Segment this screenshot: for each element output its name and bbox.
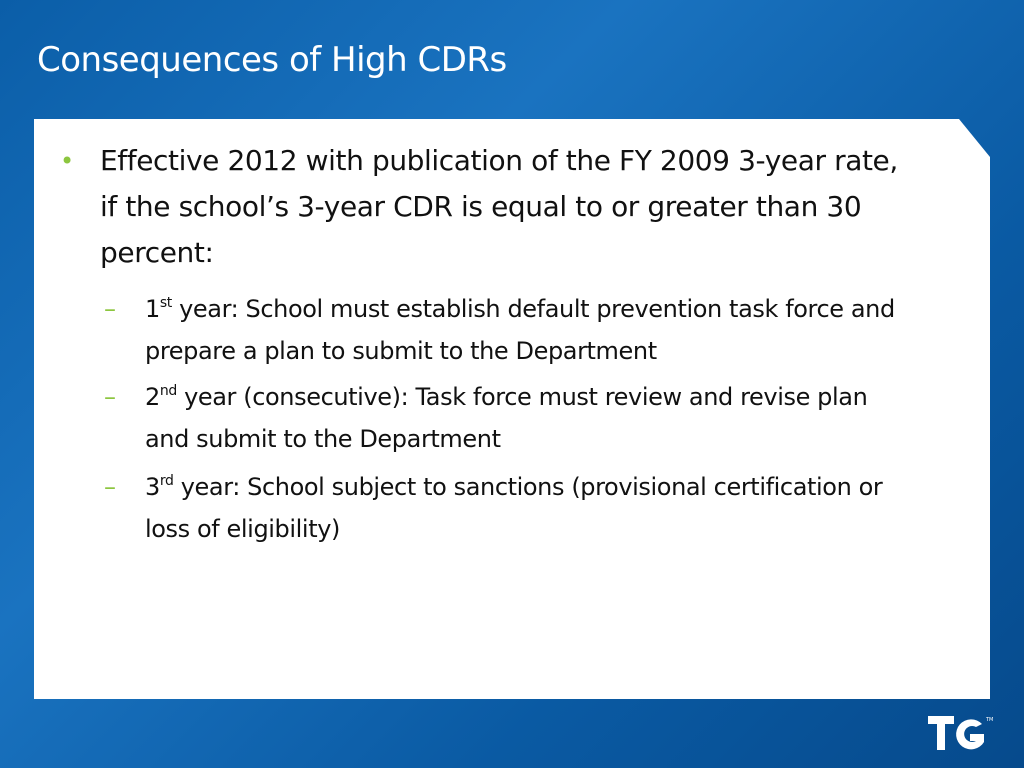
main-bullet (60, 138, 960, 276)
main-bullet-text: Effective 2012 with publication of the FY 2009 3-year rate, if the school’s 3-year CDR is equal to or greater than 30 percent: (100, 144, 898, 269)
sub-bullet-body: year: School must establish default prevention task force and prepare a plan to submit to the Department (145, 295, 895, 365)
sub-bullet-text (145, 376, 915, 460)
year-number: 3 (145, 473, 160, 501)
dash-marker: – (104, 295, 116, 323)
year-number: 1 (145, 295, 160, 323)
ordinal-suffix: rd (159, 473, 174, 489)
ordinal-suffix: nd (159, 383, 177, 399)
sub-bullet-third-year (104, 466, 934, 550)
slide-title: Consequences of High CDRs (37, 40, 507, 80)
sub-bullet-text (145, 466, 915, 550)
sub-bullet-body: year: School subject to sanctions (provisional certification or loss of eligibility) (145, 473, 883, 543)
ordinal-suffix: st (159, 295, 172, 311)
year-number: 2 (145, 383, 160, 411)
sub-bullet-second-year (104, 376, 934, 460)
dash-marker: – (104, 383, 116, 411)
sub-bullet-first-year (104, 288, 934, 372)
sub-bullet-text (145, 288, 915, 372)
bullet-marker: • (60, 147, 74, 175)
dash-marker: – (104, 473, 116, 501)
sub-bullet-body: year (consecutive): Task force must review and revise plan and submit to the Department (145, 383, 868, 453)
trademark-symbol: TM (986, 717, 994, 723)
tg-logo (926, 712, 996, 758)
